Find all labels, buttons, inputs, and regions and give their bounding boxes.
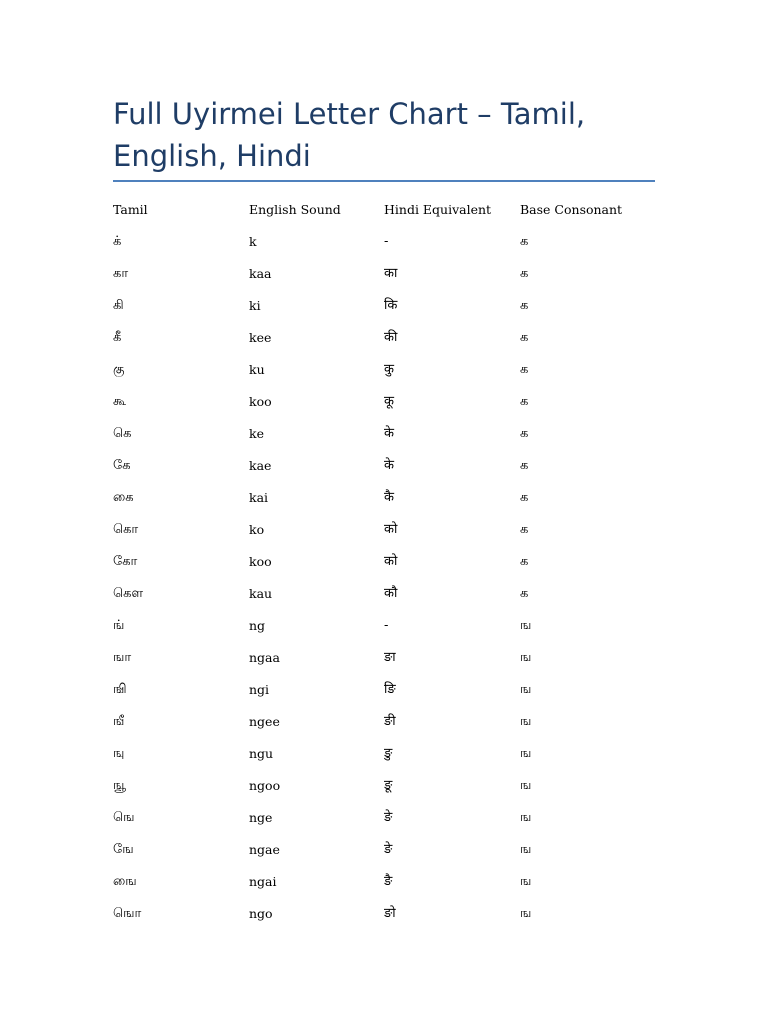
base-consonant-cell: க — [520, 586, 530, 601]
tamil-cell: கீ — [113, 330, 123, 345]
tamil-cell: ஙொ — [113, 906, 143, 921]
english-sound-cell: ngaa — [249, 650, 280, 665]
english-sound-cell: kai — [249, 490, 269, 505]
table-row — [113, 482, 673, 514]
table-header-row — [113, 194, 673, 226]
table-row — [113, 386, 673, 418]
table-row — [113, 354, 673, 386]
base-consonant-cell: ங — [520, 842, 533, 857]
table-row — [113, 226, 673, 258]
table-row — [113, 322, 673, 354]
base-consonant-cell: க — [520, 490, 530, 505]
tamil-cell: ஙா — [113, 650, 133, 665]
base-consonant-cell: க — [520, 426, 530, 441]
english-sound-cell: ku — [249, 362, 265, 377]
tamil-cell: ஙு — [113, 746, 126, 761]
hindi-equivalent-cell: ङि — [384, 682, 397, 697]
tamil-cell: ஙூ — [113, 778, 128, 793]
base-consonant-cell: ங — [520, 906, 533, 921]
english-sound-cell: ngoo — [249, 778, 281, 793]
base-consonant-cell: க — [520, 554, 530, 569]
english-sound-cell: kaa — [249, 266, 272, 281]
table-row — [113, 290, 673, 322]
tamil-cell: ஙி — [113, 682, 128, 697]
table-row — [113, 834, 673, 866]
english-sound-cell: ke — [249, 426, 264, 441]
hindi-equivalent-cell: कि — [384, 298, 399, 313]
tamil-cell: ங் — [113, 618, 126, 633]
tamil-cell: கை — [113, 490, 135, 505]
hindi-equivalent-cell: के — [384, 458, 395, 473]
tamil-cell: கோ — [113, 554, 139, 569]
hindi-equivalent-cell: कु — [384, 362, 395, 377]
tamil-cell: கெ — [113, 426, 133, 441]
header-base-consonant: Base Consonant — [520, 202, 623, 217]
base-consonant-cell: ங — [520, 874, 533, 889]
english-sound-cell: ngo — [249, 906, 273, 921]
hindi-equivalent-cell: - — [384, 234, 390, 249]
base-consonant-cell: ங — [520, 810, 533, 825]
english-sound-cell: ngae — [249, 842, 280, 857]
english-sound-cell: kee — [249, 330, 272, 345]
base-consonant-cell: ங — [520, 778, 533, 793]
english-sound-cell: ng — [249, 618, 266, 633]
hindi-equivalent-cell: की — [384, 330, 399, 345]
tamil-cell: கௌ — [113, 586, 145, 601]
table-row — [113, 258, 673, 290]
hindi-equivalent-cell: ङु — [384, 746, 394, 761]
tamil-cell: ஙீ — [113, 714, 126, 729]
base-consonant-cell: க — [520, 394, 530, 409]
english-sound-cell: nge — [249, 810, 273, 825]
table-row — [113, 642, 673, 674]
base-consonant-cell: க — [520, 362, 530, 377]
table-row — [113, 514, 673, 546]
english-sound-cell: ko — [249, 522, 265, 537]
base-consonant-cell: ங — [520, 618, 533, 633]
table-row — [113, 738, 673, 770]
hindi-equivalent-cell: कू — [384, 394, 395, 409]
hindi-equivalent-cell: को — [384, 522, 399, 537]
page-title: Full Uyirmei Letter Chart – Tamil, English, Hindi — [113, 97, 586, 173]
table-row — [113, 610, 673, 642]
english-sound-cell: koo — [249, 394, 272, 409]
english-sound-cell: kau — [249, 586, 273, 601]
tamil-cell: கே — [113, 458, 132, 473]
hindi-equivalent-cell: का — [384, 266, 399, 281]
base-consonant-cell: க — [520, 266, 530, 281]
tamil-cell: ஙே — [113, 842, 135, 857]
tamil-cell: கா — [113, 266, 130, 281]
english-sound-cell: k — [249, 234, 257, 249]
tamil-cell: கு — [113, 362, 126, 377]
table-row — [113, 578, 673, 610]
hindi-equivalent-cell: कै — [384, 490, 395, 505]
hindi-equivalent-cell: ङी — [384, 714, 397, 729]
tamil-cell: கி — [113, 298, 125, 313]
base-consonant-cell: ங — [520, 714, 533, 729]
hindi-equivalent-cell: - — [384, 618, 390, 633]
tamil-cell: ஙை — [113, 874, 138, 889]
base-consonant-cell: க — [520, 522, 530, 537]
table-row — [113, 802, 673, 834]
hindi-equivalent-cell: ङो — [384, 906, 397, 921]
letter-chart-table — [113, 194, 673, 930]
title-underline — [113, 180, 655, 182]
english-sound-cell: ngai — [249, 874, 277, 889]
tamil-cell: ஙெ — [113, 810, 136, 825]
header-english-sound: English Sound — [249, 202, 341, 217]
table-row — [113, 706, 673, 738]
english-sound-cell: ngi — [249, 682, 270, 697]
hindi-equivalent-cell: ङै — [384, 874, 394, 889]
base-consonant-cell: ங — [520, 682, 533, 697]
tamil-cell: கொ — [113, 522, 140, 537]
hindi-equivalent-cell: को — [384, 554, 399, 569]
header-hindi-equivalent: Hindi Equivalent — [384, 202, 492, 217]
english-sound-cell: ngee — [249, 714, 280, 729]
table-row — [113, 674, 673, 706]
hindi-equivalent-cell: कौ — [384, 586, 399, 601]
english-sound-cell: koo — [249, 554, 272, 569]
base-consonant-cell: க — [520, 234, 530, 249]
tamil-cell: க் — [113, 234, 123, 249]
table-row — [113, 770, 673, 802]
base-consonant-cell: ங — [520, 650, 533, 665]
base-consonant-cell: க — [520, 330, 530, 345]
table-row — [113, 450, 673, 482]
table-row — [113, 898, 673, 930]
base-consonant-cell: ங — [520, 746, 533, 761]
hindi-equivalent-cell: ङे — [384, 842, 394, 857]
header-tamil: Tamil — [113, 202, 148, 217]
table-row — [113, 418, 673, 450]
hindi-equivalent-cell: ङा — [384, 650, 397, 665]
english-sound-cell: ngu — [249, 746, 274, 761]
english-sound-cell: ki — [249, 298, 261, 313]
hindi-equivalent-cell: ङे — [384, 810, 394, 825]
base-consonant-cell: க — [520, 298, 530, 313]
english-sound-cell: kae — [249, 458, 272, 473]
table-body — [113, 226, 673, 930]
table-row — [113, 866, 673, 898]
tamil-cell: கூ — [113, 394, 128, 409]
hindi-equivalent-cell: के — [384, 426, 395, 441]
base-consonant-cell: க — [520, 458, 530, 473]
hindi-equivalent-cell: ङू — [384, 778, 394, 793]
table-row — [113, 546, 673, 578]
